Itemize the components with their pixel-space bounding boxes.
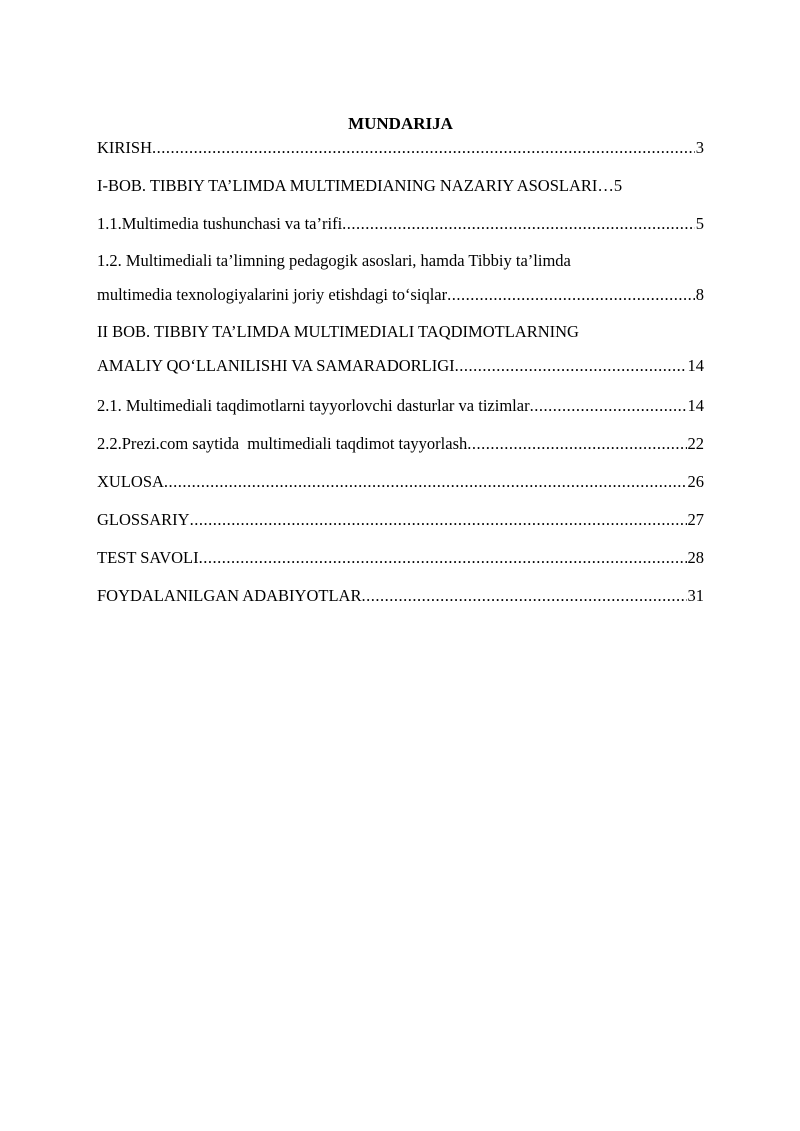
toc-entry-kirish[interactable] xyxy=(97,136,704,160)
toc-page-number: 27 xyxy=(687,510,704,529)
toc-entry-title: KIRISH xyxy=(97,138,153,157)
toc-page-number: 31 xyxy=(687,586,704,605)
toc-entry-chapter-2[interactable] xyxy=(97,315,704,383)
toc-entry-line xyxy=(97,349,704,383)
toc-entry-title: XULOSA xyxy=(97,472,164,491)
toc-page-number: 8 xyxy=(695,285,704,304)
toc-entry-title: AMALIY QO‘LLANILISHI VA SAMARADORLIGI xyxy=(97,356,455,375)
toc-entry-line xyxy=(97,546,704,570)
toc-entry-line xyxy=(97,470,704,494)
toc-leader-dots xyxy=(152,136,695,160)
toc-page-number: 26 xyxy=(687,472,704,491)
toc-leader-dots xyxy=(199,546,687,570)
toc-entry-1-2[interactable] xyxy=(97,244,704,312)
toc-entry-title: TEST SAVOLI xyxy=(97,548,199,567)
toc-entry-adabiyotlar[interactable] xyxy=(97,584,704,608)
toc-entry-1-1[interactable] xyxy=(97,212,704,236)
toc-entry-2-2[interactable] xyxy=(97,432,704,456)
toc-entry-line xyxy=(97,584,704,608)
toc-page-number: 3 xyxy=(695,138,704,157)
toc-entry-title: multimedia texnologiyalarini joriy etishdagi to‘siqlar xyxy=(97,285,448,304)
table-of-contents xyxy=(97,136,704,608)
toc-entry-title: 1.1.Multimedia tushunchasi va ta’rifi xyxy=(97,214,343,233)
toc-page-number: 14 xyxy=(687,356,704,375)
toc-leader-dots xyxy=(190,508,687,532)
toc-entry-line xyxy=(97,508,704,532)
toc-entry-line xyxy=(97,136,704,160)
toc-page-number: 5 xyxy=(695,214,704,233)
toc-entry-glossariy[interactable] xyxy=(97,508,704,532)
toc-leader-dots xyxy=(164,470,687,494)
toc-leader-dots xyxy=(342,212,695,236)
toc-page-number: 22 xyxy=(687,434,704,453)
toc-entry-chapter-1[interactable] xyxy=(97,174,704,198)
toc-entry-test-savoli[interactable] xyxy=(97,546,704,570)
toc-page-number: 14 xyxy=(687,396,704,415)
toc-entry-line xyxy=(97,432,704,456)
toc-entry-title: I-BOB. TIBBIY TA’LIMDA MULTIMEDIANING NAZARIY ASOSLARI… xyxy=(97,176,614,195)
toc-entry-title: FOYDALANILGAN ADABIYOTLAR xyxy=(97,586,362,605)
toc-entry-2-1[interactable] xyxy=(97,394,704,418)
toc-entry-line xyxy=(97,394,704,418)
page-title: MUNDARIJA xyxy=(348,114,453,133)
toc-entry-line xyxy=(97,212,704,236)
toc-entry-title-line: II BOB. TIBBIY TA’LIMDA MULTIMEDIALI TAQDIMOTLARNING xyxy=(97,322,579,341)
toc-leader-dots xyxy=(447,278,695,312)
toc-entry-title: 2.2.Prezi.com saytida multimediali taqdimot tayyorlash xyxy=(97,434,468,453)
toc-page-number: 28 xyxy=(687,548,704,567)
toc-entry-title: GLOSSARIY xyxy=(97,510,190,529)
toc-entry-xulosa[interactable] xyxy=(97,470,704,494)
document-page xyxy=(97,112,704,608)
toc-entry-title: 2.1. Multimediali taqdimotlarni tayyorlovchi dasturlar va tizimlar xyxy=(97,396,530,415)
toc-entry-title-line: 1.2. Multimediali ta’limning pedagogik asoslari, hamda Tibbiy ta’limda xyxy=(97,251,571,270)
toc-leader-dots xyxy=(361,584,686,608)
toc-entry-line xyxy=(97,174,704,198)
toc-leader-dots xyxy=(530,394,687,418)
toc-leader-dots xyxy=(455,349,687,383)
toc-entry-line xyxy=(97,278,704,312)
toc-page-number: 5 xyxy=(613,176,623,195)
toc-leader-dots xyxy=(467,432,686,456)
